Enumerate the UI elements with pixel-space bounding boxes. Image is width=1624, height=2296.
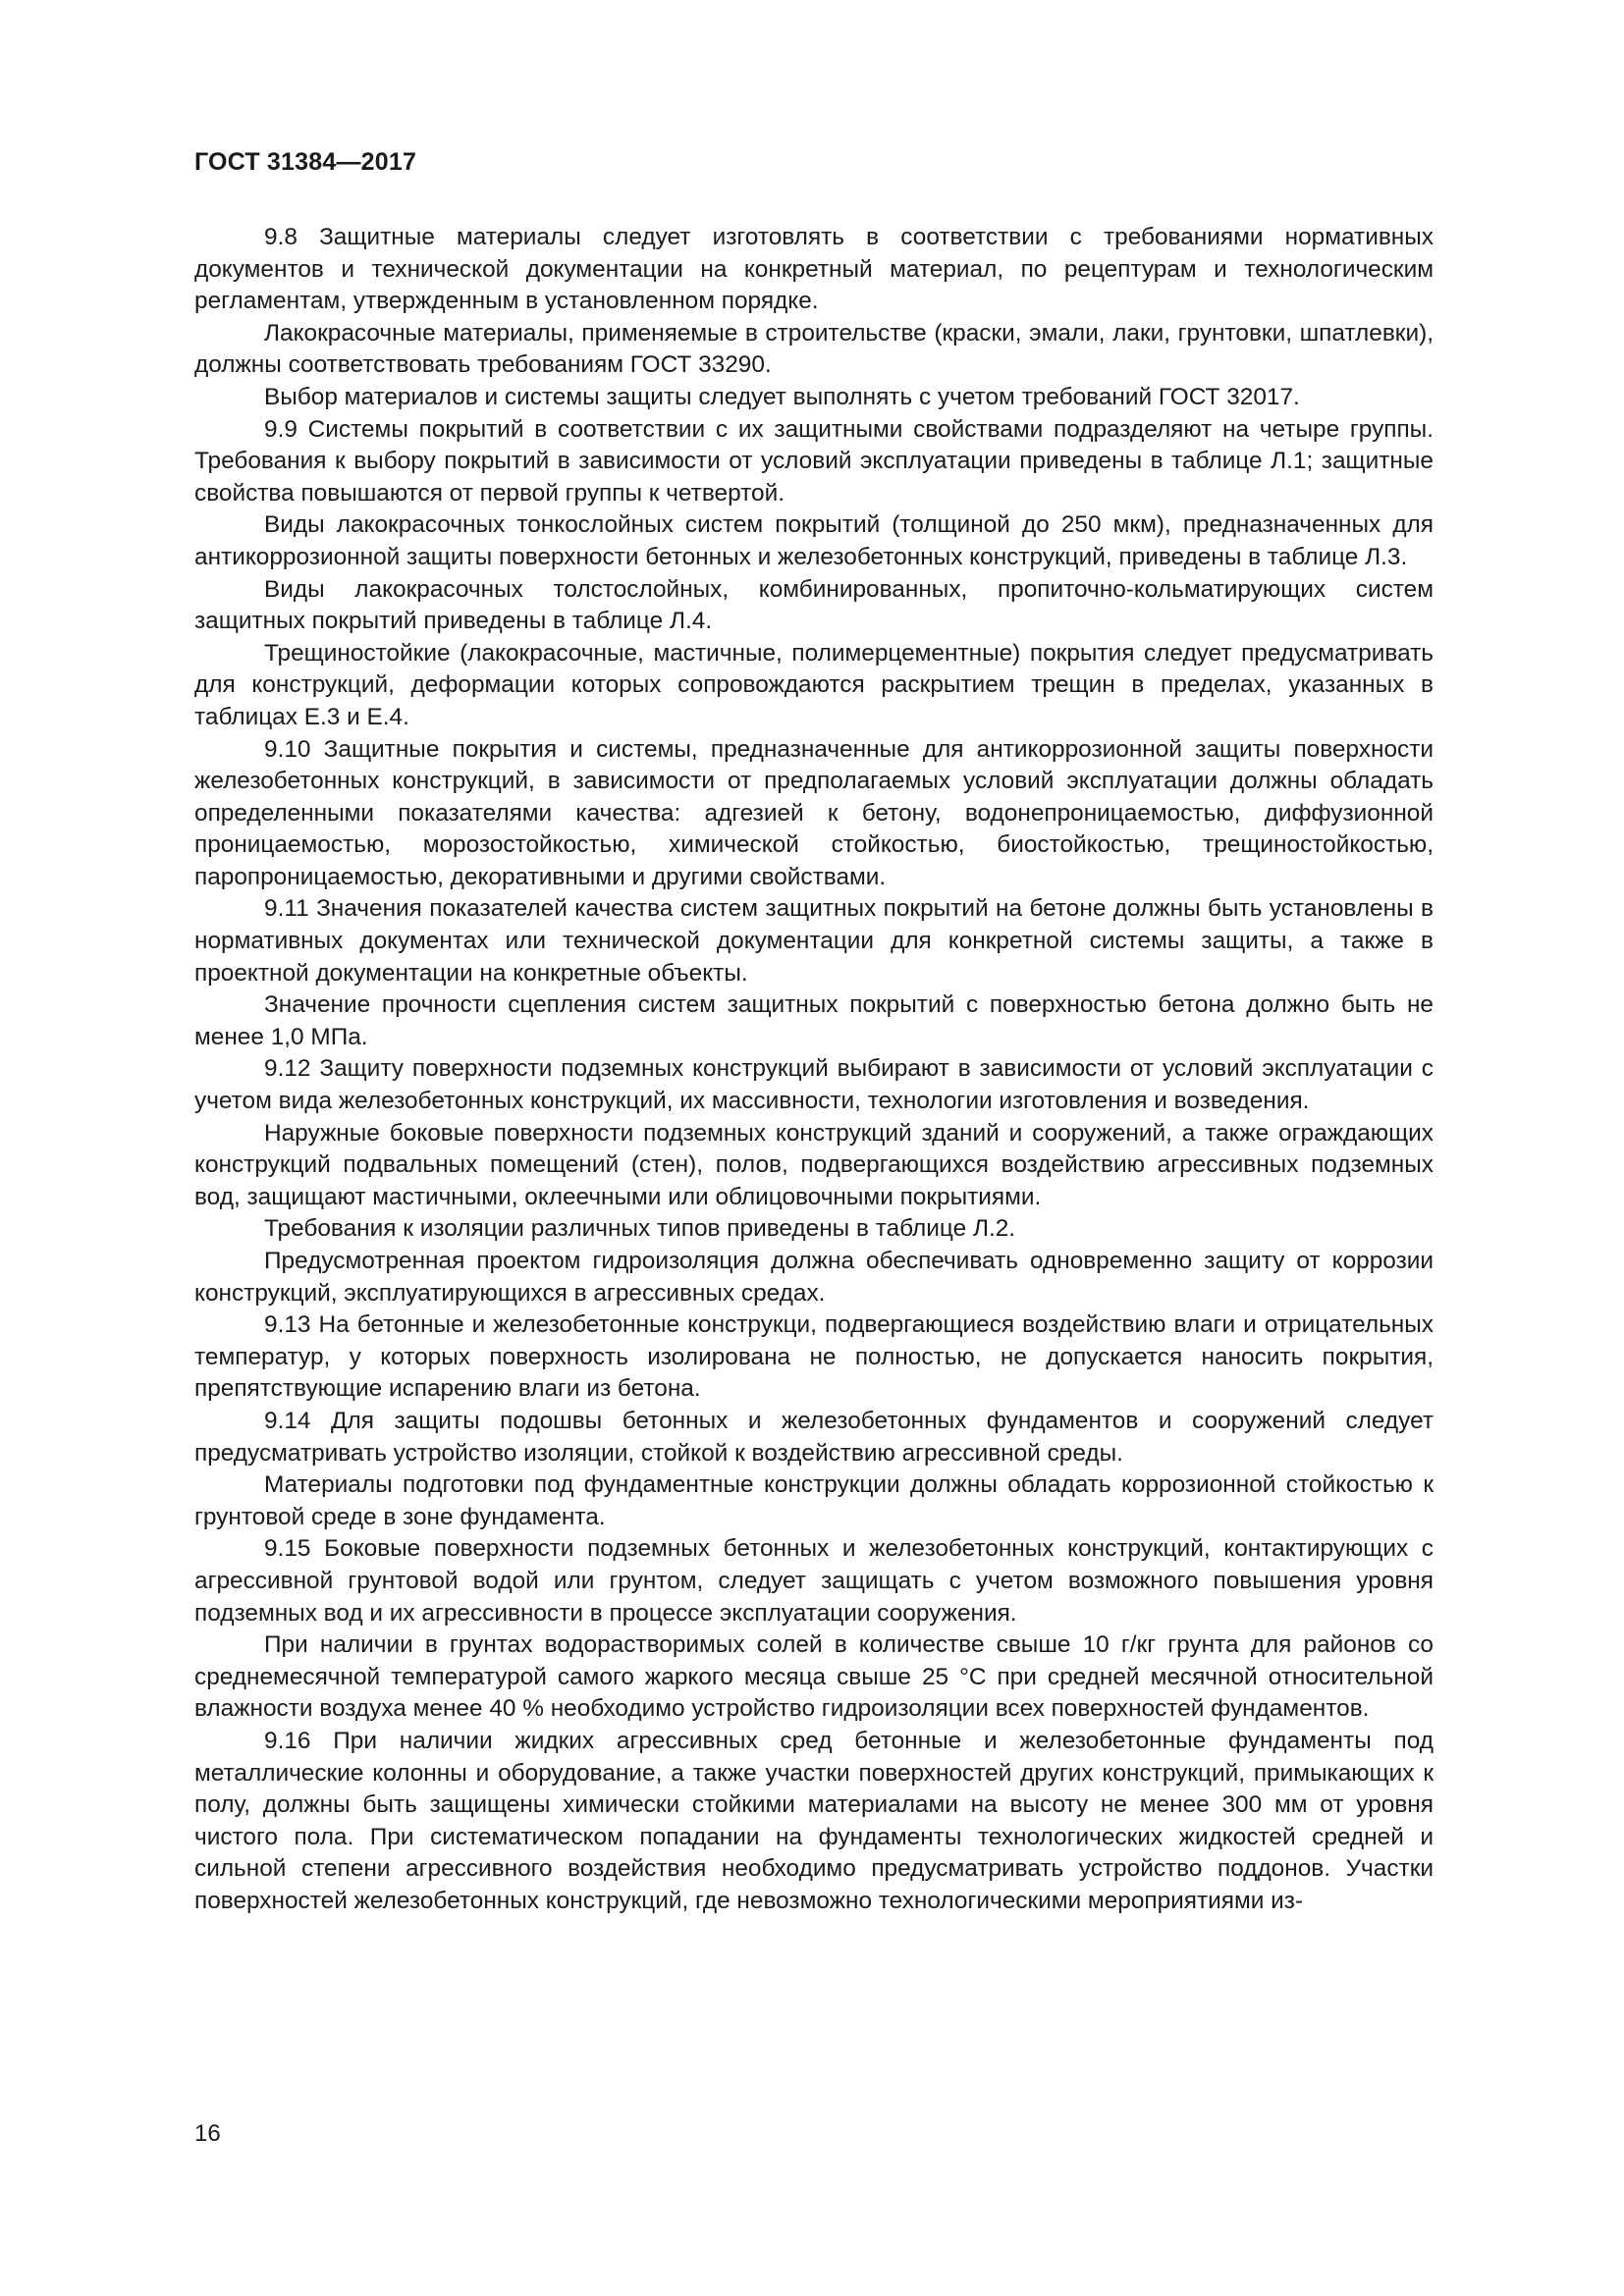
paragraph: Требования к изоляции различных типов приведены в таблице Л.2.: [264, 1215, 1016, 1243]
paragraph: Значение прочности сцепления систем защитных покрытий с поверхностью бетона должно быть не менее 1,0 МПа.: [194, 991, 1434, 1050]
paragraph: 9.13 На бетонные и железобетонные конструкци, подвергающиеся воздействию влаги и отрицательных температур, у которых поверхность изолирована не полностью, не допускается наносить покрытия, препятствующие испарению влаги из бетона.: [194, 1311, 1434, 1403]
paragraph: 9.14 Для защиты подошвы бетонных и железобетонных фундаментов и сооружений следует предусматривать устройство изоляции, стойкой к воздействию агрессивной среды.: [194, 1407, 1434, 1467]
paragraph: Выбор материалов и системы защиты следует выполнять с учетом требований ГОСТ 32017.: [264, 383, 1300, 410]
paragraph: 9.15 Боковые поверхности подземных бетонных и железобетонных конструкций, контактирующих с агрессивной грунтовой водой или грунтом, следует защищать с учетом возможного повышения уровня подземных вод и их агрессивности в процессе эксплуатации сооружения.: [194, 1535, 1434, 1627]
paragraph: Лакокрасочные материалы, применяемые в строительстве (краски, эмали, лаки, грунтовки, шпатлевки), должны соответствовать требованиям ГОСТ 33290.: [194, 319, 1434, 379]
paragraph: 9.11 Значения показателей качества систем защитных покрытий на бетоне должны быть установлены в нормативных документах или технической документации для конкретной системы защиты, а также в проектной документации на конкретные объекты.: [194, 895, 1434, 987]
paragraph: При наличии в грунтах водорастворимых солей в количестве свыше 10 г/кг грунта для районов со среднемесячной температурой самого жаркого месяца свыше 25 °С при средней месячной относительной влажности воздуха менее 40 % необходимо устройство гидроизоляции всех поверхностей фундаментов.: [194, 1631, 1434, 1723]
paragraph: Предусмотренная проектом гидроизоляция должна обеспечивать одновременно защиту от коррозии конструкций, эксплуатирующихся в агрессивных средах.: [194, 1248, 1434, 1307]
paragraph: 9.16 При наличии жидких агрессивных сред бетонные и железобетонные фундаменты под металлические колонны и оборудование, а также участки поверхностей других конструкций, примыкающих к полу, должны быть защищены химически стойкими материалами на высоту не менее 300 мм от уровня чистого пола. При систематическом попадании на фундаменты технологических жидкостей средней и сильной степени агрессивного воздействия необходимо предусматривать устройство поддонов. Участки поверхностей железобетонных конструкций, где невозможно технологическими мероприятиями из-: [194, 1727, 1434, 1914]
paragraph: 9.9 Системы покрытий в соответствии с их защитными свойствами подразделяют на четыре группы. Требования к выбору покрытий в зависимости от условий эксплуатации приведены в таблице Л.1; защитные свойства повышаются от первой группы к четвертой.: [194, 415, 1434, 507]
paragraph: Виды лакокрасочных тонкослойных систем покрытий (толщиной до 250 мкм), предназначенных для антикоррозионной защиты поверхности бетонных и железобетонных конструкций, приведены в таблице Л.3.: [194, 511, 1434, 570]
paragraph: Виды лакокрасочных толстослойных, комбинированных, пропиточно-кольматирующих систем защитных покрытий приведены в таблице Л.4.: [194, 575, 1434, 635]
document-header: ГОСТ 31384—2017: [194, 148, 417, 176]
paragraph: Трещиностойкие (лакокрасочные, мастичные, полимерцементные) покрытия следует предусматривать для конструкций, деформации которых сопровождаются раскрытием трещин в пределах, указанных в таблицах Е.3 и Е.4.: [194, 639, 1434, 730]
paragraph: 9.12 Защиту поверхности подземных конструкций выбирают в зависимости от условий эксплуатации с учетом вида железобетонных конструкций, их массивности, технологии изготовления и возведения.: [194, 1055, 1434, 1115]
paragraph: Материалы подготовки под фундаментные конструкции должны обладать коррозионной стойкостью к грунтовой среде в зоне фундамента.: [194, 1471, 1434, 1530]
paragraph: Наружные боковые поверхности подземных конструкций зданий и сооружений, а также ограждающих конструкций подвальных помещений (стен), полов, подвергающихся воздействию агрессивных подземных вод, защищают мастичными, оклеечными или облицовочными покрытиями.: [194, 1119, 1434, 1210]
page-number: 16: [194, 2120, 221, 2147]
paragraph: 9.8 Защитные материалы следует изготовлять в соответствии с требованиями нормативных документов и технической документации на конкретный материал, по рецептурам и технологическим регламентам, утвержденным в установленном порядке.: [194, 224, 1434, 315]
document-body: [194, 222, 1434, 1917]
paragraph: 9.10 Защитные покрытия и системы, предназначенные для антикоррозионной защиты поверхности железобетонных конструкций, в зависимости от предполагаемых условий эксплуатации должны обладать определенными показателями качества: адгезией к бетону, водонепроницаемостью, диффузионной проницаемостью, морозостойкостью, химической стойкостью, биостойкостью, трещиностойкостью, паропроницаемостью, декоративными и другими свойствами.: [194, 735, 1434, 890]
